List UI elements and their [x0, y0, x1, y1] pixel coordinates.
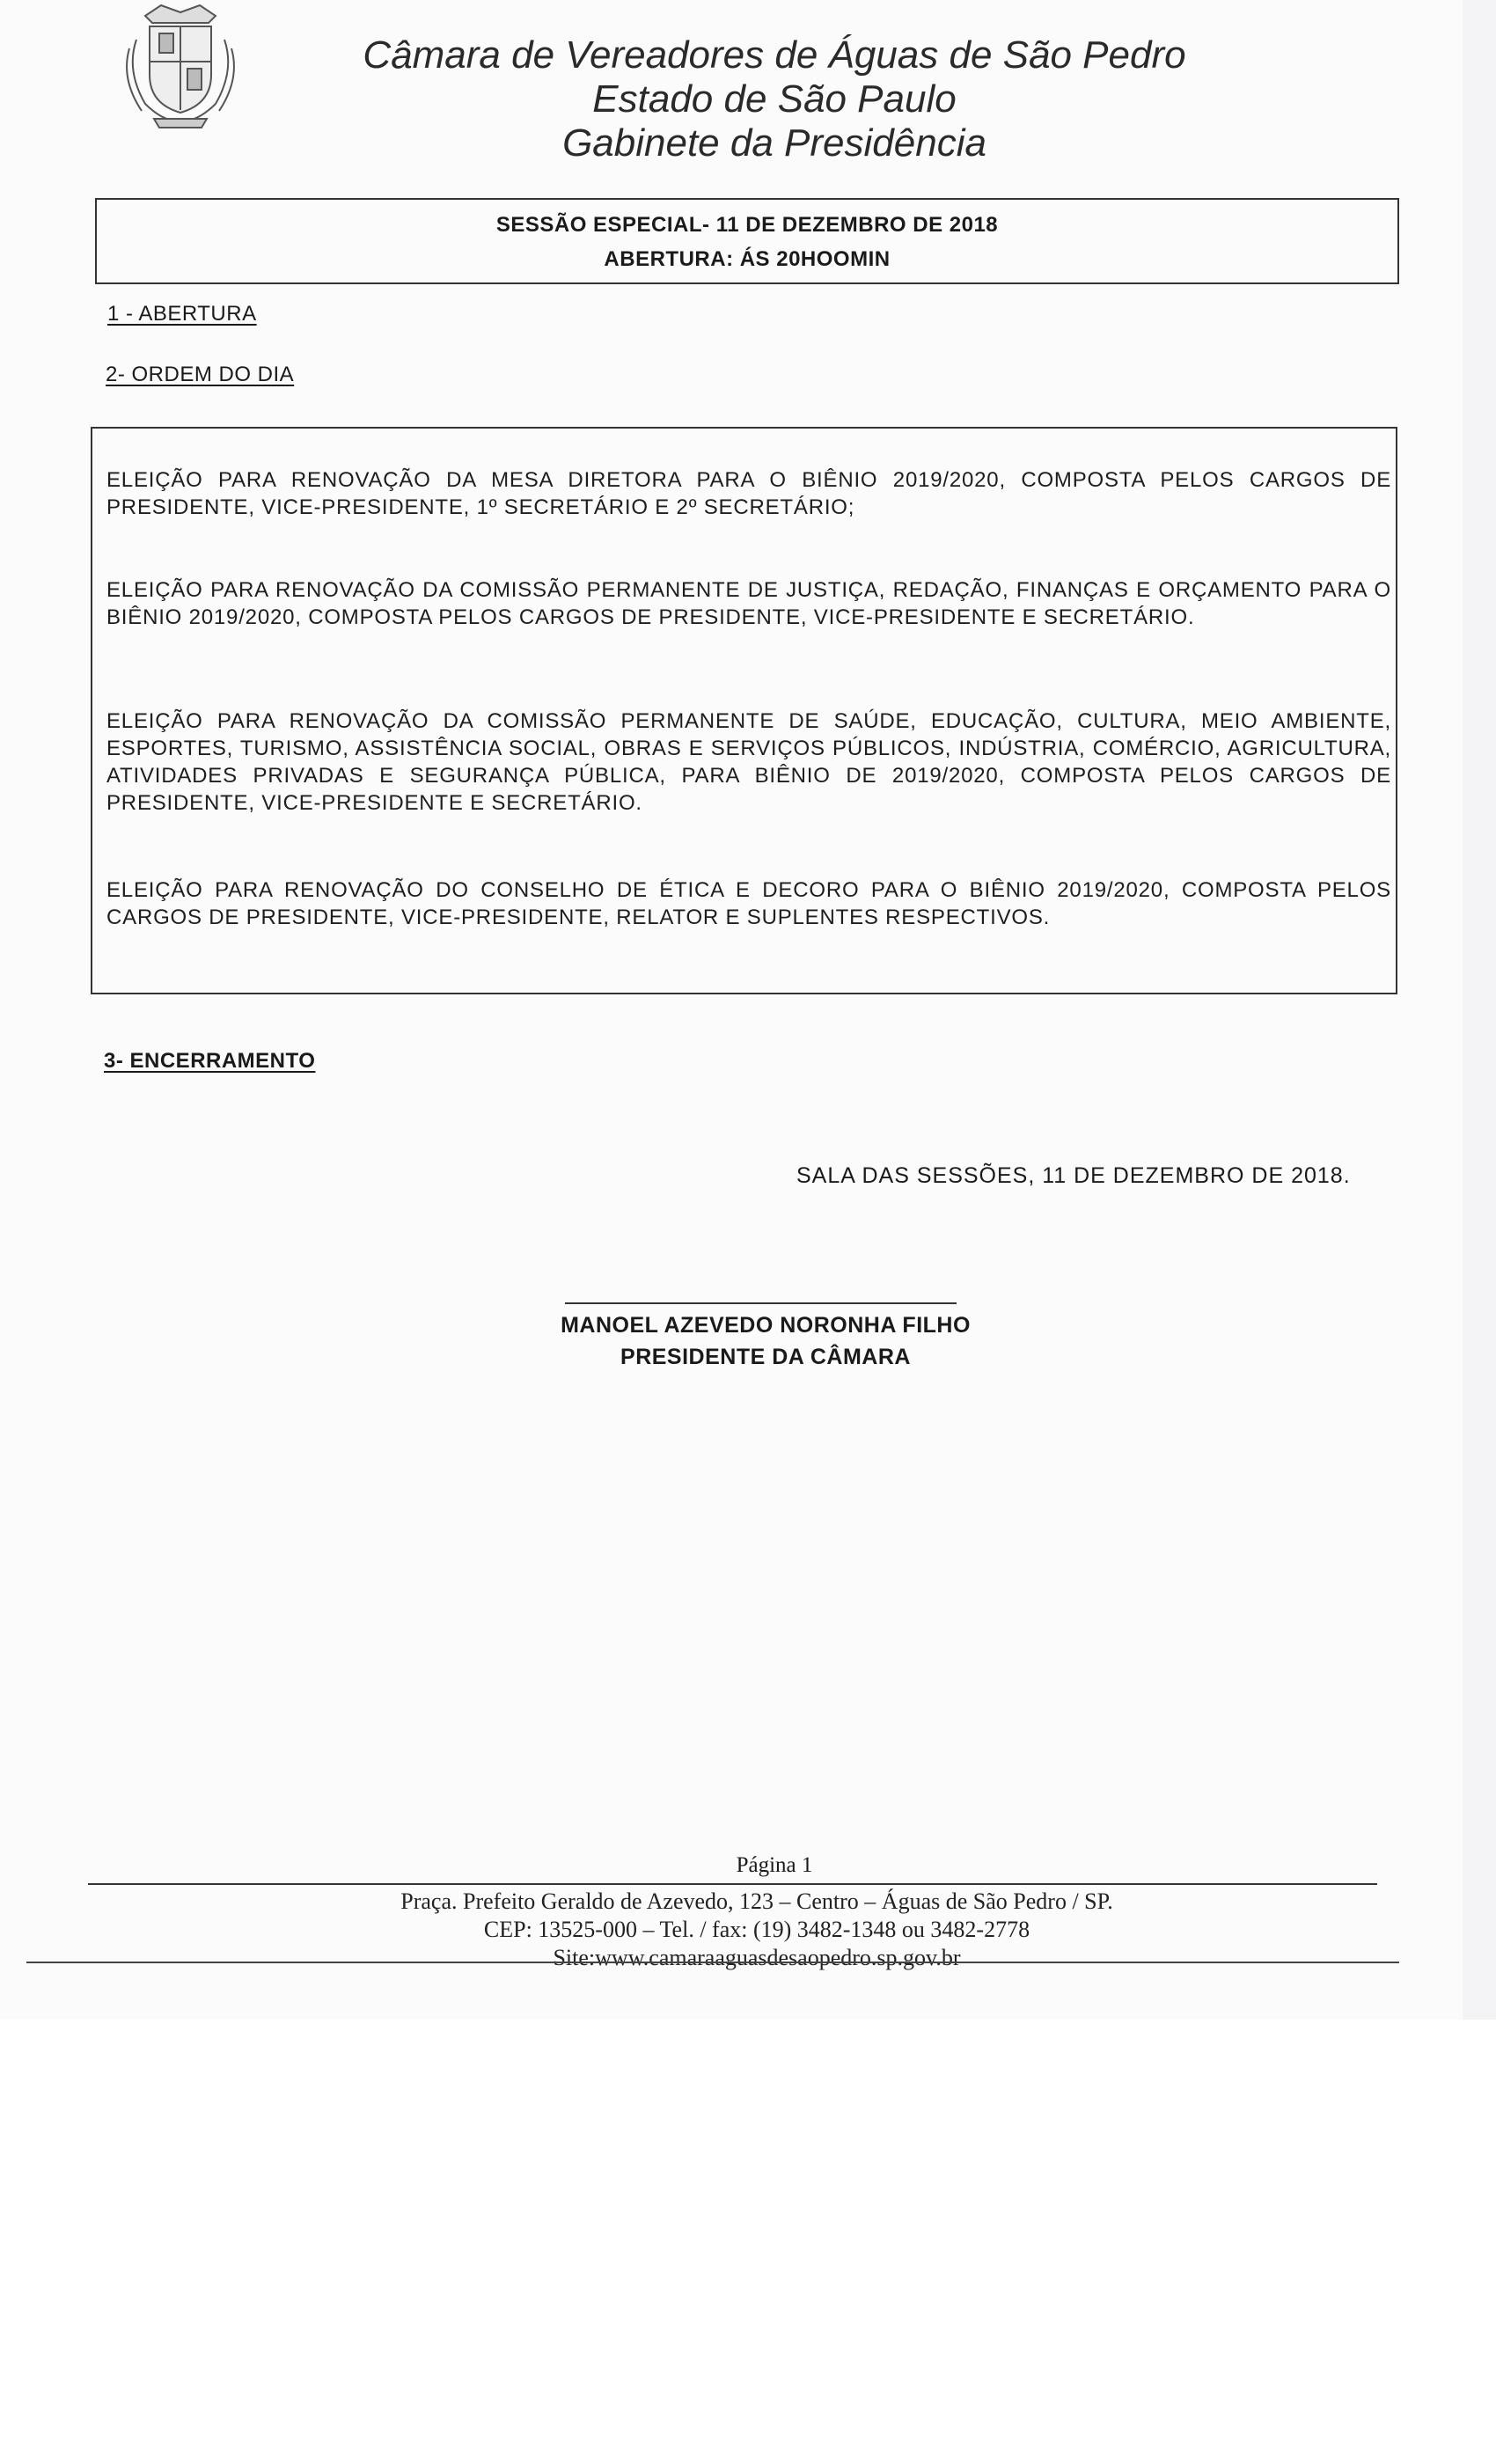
footer-site: Site:www.camaraaguasdesaopedro.sp.gov.br	[553, 1945, 961, 1970]
header-institution: Câmara de Vereadores de Águas de São Pedro	[363, 33, 1186, 77]
section-encerramento: 3- ENCERRAMENTO	[104, 1049, 316, 1073]
section-ordem-do-dia: 2- ORDEM DO DIA	[106, 363, 295, 386]
section-abertura: 1 - ABERTURA	[107, 302, 257, 326]
agenda-item: ELEIÇÃO PARA RENOVAÇÃO DA COMISSÃO PERMANENTE DE JUSTIÇA, REDAÇÃO, FINANÇAS E ORÇAMENTO PARA O BIÊNIO 2019/2020, COMPOSTA PELOS CARGOS DE PRESIDENTE, VICE-PRESIDENTE E SECRETÁRIO.	[106, 578, 1391, 629]
page-number: Página 1	[736, 1853, 813, 1877]
agenda-item: ELEIÇÃO PARA RENOVAÇÃO DA COMISSÃO PERMANENTE DE SAÚDE, EDUCAÇÃO, CULTURA, MEIO AMBIENTE, ESPORTES, TURISMO, ASSISTÊNCIA SOCIAL, OBRAS E SERVIÇOS PÚBLICOS, INDÚSTRIA, COMÉRCIO, AGRICULTURA, ATIVIDADES PRIVADAS E SEGURANÇA PÚBLICA, PARA BIÊNIO DE 2019/2020, COMPOSTA PELOS CARGOS DE PRESIDENTE, VICE-PRESIDENTE E SECRETÁRIO.	[106, 709, 1391, 815]
footer-bottom-divider	[26, 1962, 1399, 1963]
agenda-item: ELEIÇÃO PARA RENOVAÇÃO DO CONSELHO DE ÉTICA E DECORO PARA O BIÊNIO 2019/2020, COMPOSTA PELOS CARGOS DE PRESIDENTE, VICE-PRESIDENTE, RELATOR E SUPLENTES RESPECTIVOS.	[106, 878, 1391, 929]
agenda-box	[91, 427, 1397, 994]
coat-of-arms-icon	[110, 0, 251, 132]
footer-contact: CEP: 13525-000 – Tel. / fax: (19) 3482-1348 ou 3482-2778	[483, 1917, 1030, 1942]
scan-edge	[1463, 0, 1496, 2020]
signatory-name: MANOEL AZEVEDO NORONHA FILHO	[561, 1313, 971, 1338]
place-date: SALA DAS SESSÕES, 11 DE DEZEMBRO DE 2018.	[796, 1163, 1351, 1188]
session-title: SESSÃO ESPECIAL- 11 DE DEZEMBRO DE 2018	[495, 213, 999, 237]
signature-line	[565, 1302, 957, 1304]
footer-divider	[88, 1883, 1377, 1885]
footer-address: Praça. Prefeito Geraldo de Azevedo, 123 – Centro – Águas de São Pedro / SP.	[400, 1888, 1113, 1914]
agenda-item: ELEIÇÃO PARA RENOVAÇÃO DA MESA DIRETORA PARA O BIÊNIO 2019/2020, COMPOSTA PELOS CARGOS DE PRESIDENTE, VICE-PRESIDENTE, 1º SECRETÁRIO E 2º SECRETÁRIO;	[106, 468, 1391, 519]
header-state: Estado de São Paulo	[592, 77, 957, 121]
session-opening-time: ABERTURA: ÁS 20HOOMIN	[604, 247, 891, 271]
session-box	[95, 198, 1399, 284]
header-office: Gabinete da Presidência	[562, 121, 986, 165]
signatory-role: PRESIDENTE DA CÂMARA	[620, 1345, 911, 1369]
